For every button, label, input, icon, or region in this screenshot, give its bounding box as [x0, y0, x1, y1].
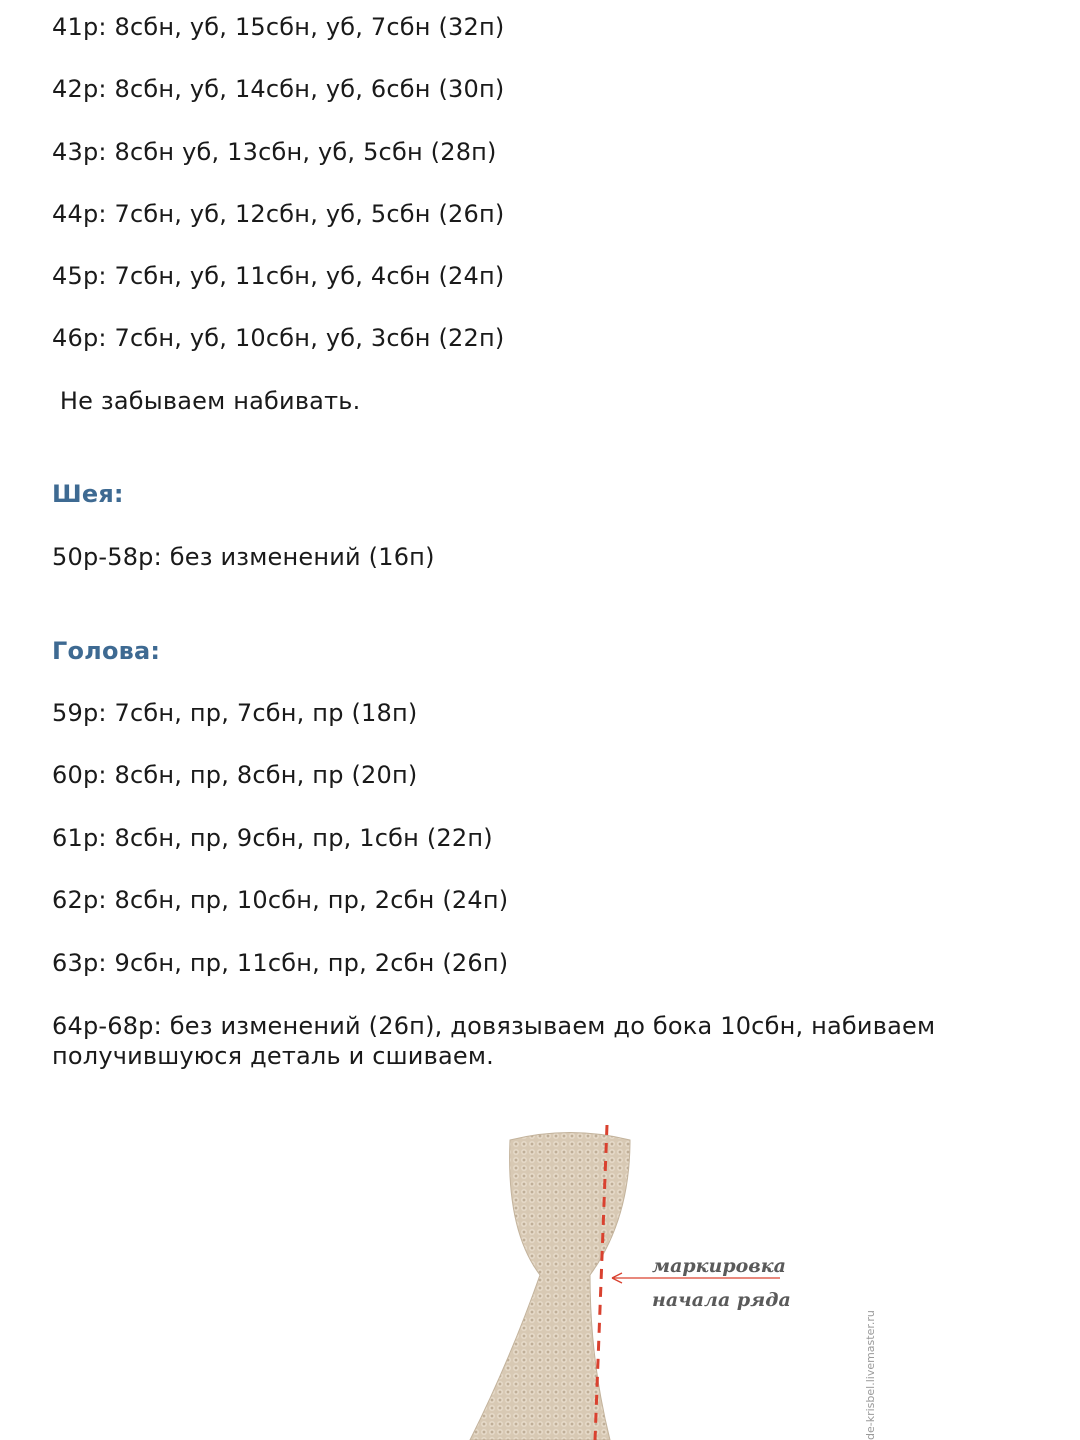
row-60: 60р: 8сбн, пр, 8сбн, пр (20п) — [52, 761, 418, 789]
row-42: 42р: 8сбн, уб, 14сбн, уб, 6сбн (30п) — [52, 75, 505, 103]
neck-heading: Шея: — [52, 480, 124, 508]
crochet-photo — [440, 1100, 900, 1440]
row-45: 45р: 7сбн, уб, 11сбн, уб, 4сбн (24п) — [52, 262, 505, 290]
row-62: 62р: 8сбн, пр, 10сбн, пр, 2сбн (24п) — [52, 886, 509, 914]
caption-line-1: маркировка — [652, 1255, 786, 1277]
row-44: 44р: 7сбн, уб, 12сбн, уб, 5сбн (26п) — [52, 200, 505, 228]
row-43: 43р: 8сбн уб, 13сбн, уб, 5сбн (28п) — [52, 138, 497, 166]
crochet-body — [470, 1133, 630, 1440]
row-63: 63р: 9сбн, пр, 11сбн, пр, 2сбн (26п) — [52, 949, 509, 977]
row-61: 61р: 8сбн, пр, 9сбн, пр, 1сбн (22п) — [52, 824, 493, 852]
neck-row: 50р-58р: без изменений (16п) — [52, 543, 435, 571]
row-46: 46р: 7сбн, уб, 10сбн, уб, 3сбн (22п) — [52, 324, 505, 352]
row-41: 41р: 8сбн, уб, 15сбн, уб, 7сбн (32п) — [52, 13, 505, 41]
watermark: de-krisbel.livemaster.ru — [864, 1310, 877, 1440]
stuffing-note: Не забываем набивать. — [52, 387, 361, 415]
caption-line-2: начала ряда — [652, 1289, 791, 1311]
row-59: 59р: 7сбн, пр, 7сбн, пр (18п) — [52, 699, 418, 727]
head-heading: Голова: — [52, 637, 161, 665]
row-64-68: 64р-68р: без изменений (26п), довязываем до бока 10сбн, набиваем получившуюся деталь и сшиваем. — [52, 1012, 936, 1070]
